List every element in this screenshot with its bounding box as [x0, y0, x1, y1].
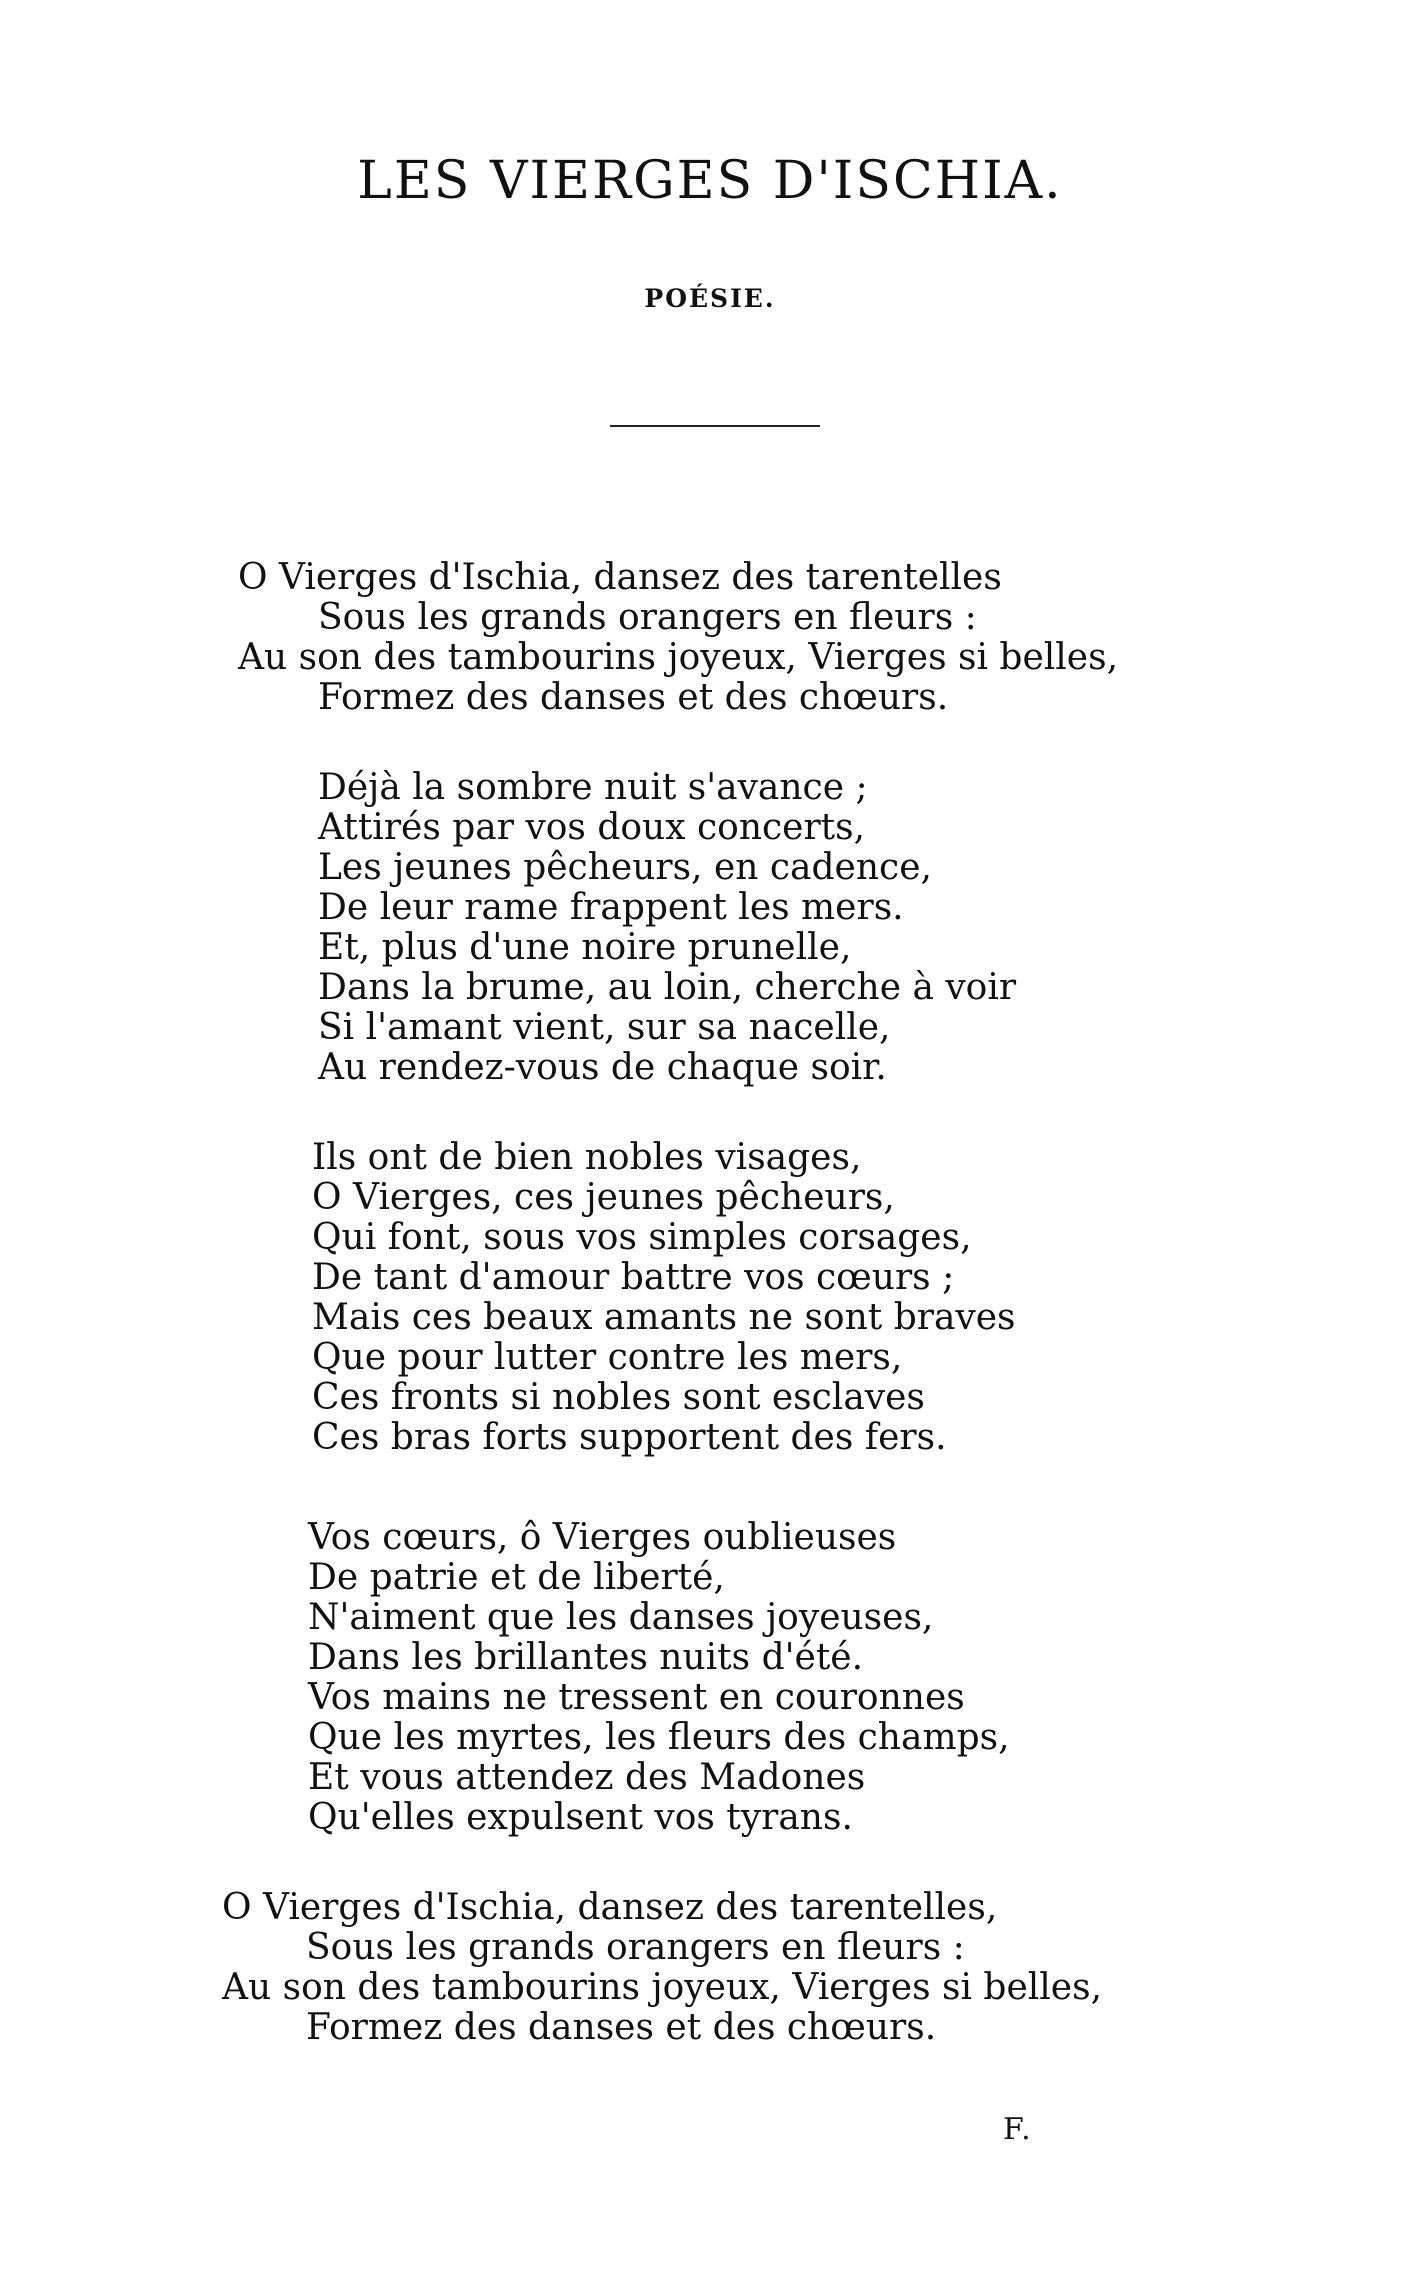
- divider: [610, 425, 820, 427]
- poem-line: De patrie et de liberté,: [308, 1557, 725, 1598]
- poem-line: Qu'elles expulsent vos tyrans.: [308, 1797, 853, 1838]
- poem-line: Sous les grands orangers en fleurs :: [318, 597, 977, 638]
- poem-line: Qui font, sous vos simples corsages,: [312, 1217, 972, 1258]
- poem-line: Au rendez-vous de chaque soir.: [318, 1047, 887, 1088]
- poem-line: Et, plus d'une noire prunelle,: [318, 927, 852, 968]
- poem-line: Que les myrtes, les fleurs des champs,: [308, 1717, 1010, 1758]
- page-subtitle: POÉSIE.: [644, 284, 776, 313]
- page-title: LES VIERGES D'ISCHIA.: [357, 151, 1063, 211]
- poem-line: Formez des danses et des chœurs.: [318, 677, 949, 718]
- poem-line: De leur rame frappent les mers.: [318, 887, 904, 928]
- poem-line: Au son des tambourins joyeux, Vierges si belles,: [238, 637, 1119, 678]
- poem-line: O Vierges d'Ischia, dansez des tarentelles,: [222, 1887, 998, 1928]
- poem-line: Mais ces beaux amants ne sont braves: [312, 1297, 1016, 1338]
- poem-line: Formez des danses et des chœurs.: [306, 2007, 937, 2048]
- poem-line: Dans les brillantes nuits d'été.: [308, 1637, 864, 1678]
- poem-line: Si l'amant vient, sur sa nacelle,: [318, 1007, 891, 1048]
- poem-line: Ils ont de bien nobles visages,: [312, 1137, 862, 1178]
- poem-line: Déjà la sombre nuit s'avance ;: [318, 767, 868, 808]
- poem-line: Ces bras forts supportent des fers.: [312, 1417, 947, 1458]
- poem-line: Et vous attendez des Madones: [308, 1757, 866, 1798]
- poem-line: N'aiment que les danses joyeuses,: [308, 1597, 934, 1638]
- poem-line: O Vierges d'Ischia, dansez des tarentelles: [238, 557, 1002, 598]
- poem-line: Attirés par vos doux concerts,: [318, 807, 866, 848]
- poem-line: Sous les grands orangers en fleurs :: [306, 1927, 965, 1968]
- poem-line: Que pour lutter contre les mers,: [312, 1337, 903, 1378]
- poem-line: O Vierges, ces jeunes pêcheurs,: [312, 1177, 895, 1218]
- poem-line: Vos mains ne tressent en couronnes: [308, 1677, 965, 1718]
- poem-line: Vos cœurs, ô Vierges oublieuses: [308, 1517, 897, 1558]
- poem-line: Dans la brume, au loin, cherche à voir: [318, 967, 1017, 1008]
- poem-line: Au son des tambourins joyeux, Vierges si belles,: [222, 1967, 1103, 2008]
- poem-line: De tant d'amour battre vos cœurs ;: [312, 1257, 955, 1298]
- author-signature: F.: [1003, 2112, 1033, 2147]
- poem-line: Les jeunes pêcheurs, en cadence,: [318, 847, 932, 888]
- poem-line: Ces fronts si nobles sont esclaves: [312, 1377, 925, 1418]
